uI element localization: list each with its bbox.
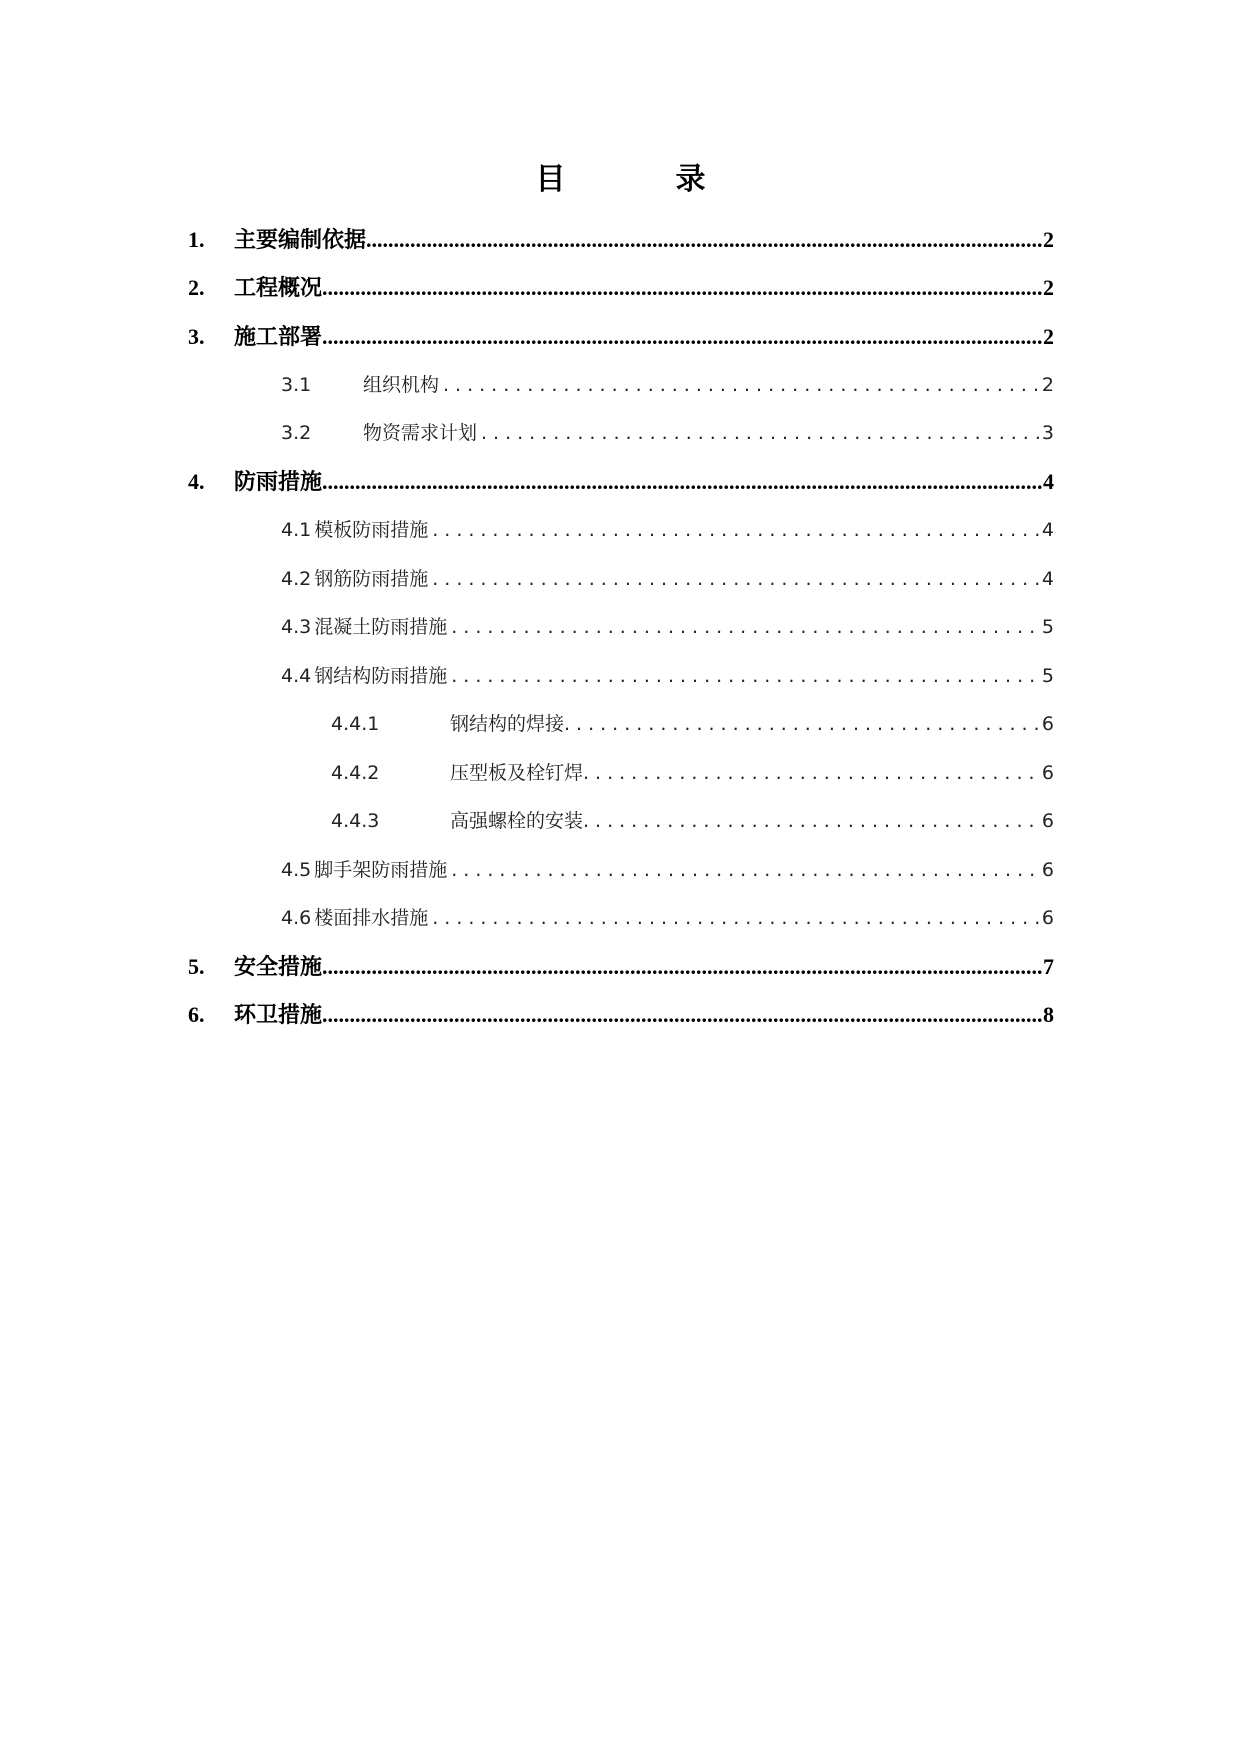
- toc-leader-dots: [447, 661, 1042, 691]
- toc-entry-page: 5: [1041, 665, 1054, 687]
- toc-entry-page: 4: [1041, 568, 1054, 590]
- toc-entry-4[interactable]: [188, 467, 1054, 497]
- toc-entry-page: 2: [1043, 227, 1054, 252]
- toc-entry-3[interactable]: [188, 322, 1054, 352]
- toc-entry-page: 5: [1041, 616, 1054, 638]
- toc-entry-label: 脚手架防雨措施: [314, 859, 448, 881]
- toc-entry-4-6[interactable]: [281, 903, 1054, 933]
- toc-entry-label: 钢结构防雨措施: [314, 665, 448, 687]
- toc-entry-label: 主要编制依据: [234, 228, 367, 253]
- toc-leader-dots: [322, 467, 1043, 497]
- toc-entry-label: 钢结构的焊接: [450, 713, 565, 735]
- toc-entry-4-4[interactable]: [281, 661, 1054, 691]
- toc-leader-dots: [447, 855, 1042, 885]
- toc-entry-number: 4.4.2: [331, 762, 380, 784]
- toc-entry-4-3[interactable]: [281, 612, 1054, 642]
- toc-entry-page: 3: [1041, 422, 1054, 444]
- toc-entry-number: 5.: [188, 954, 205, 979]
- toc-leader-dots: [428, 515, 1042, 545]
- toc-leader-dots: [439, 370, 1042, 400]
- toc-entry-number: 3.: [188, 324, 205, 349]
- toc-entry-number: 4.4.1: [331, 713, 380, 735]
- toc-entry-number: 4.5: [281, 859, 312, 881]
- toc-entry-page: 6: [1041, 762, 1054, 784]
- toc-entry-4-4-2[interactable]: [331, 758, 1054, 788]
- toc-entry-label: 压型板及栓钉焊: [450, 762, 584, 784]
- toc-entry-number: 2.: [188, 275, 205, 300]
- toc-entry-label: 楼面排水措施: [314, 907, 429, 929]
- toc-entry-3-2[interactable]: [281, 418, 1054, 448]
- toc-entry-1[interactable]: [188, 225, 1054, 255]
- toc-leader-dots: [428, 564, 1042, 594]
- toc-leader-dots: [428, 903, 1042, 933]
- toc-entry-page: 4: [1041, 519, 1054, 541]
- toc-entry-label: 施工部署: [234, 325, 323, 350]
- toc-entry-label: 工程概况: [234, 276, 323, 301]
- toc-entry-label: 防雨措施: [234, 470, 323, 495]
- toc-entry-4-4-1[interactable]: [331, 709, 1054, 739]
- toc-entry-2[interactable]: [188, 273, 1054, 303]
- toc-entry-page: 6: [1041, 713, 1054, 735]
- toc-entry-4-4-3[interactable]: [331, 806, 1054, 836]
- toc-entry-6[interactable]: [188, 1000, 1054, 1030]
- toc-entry-page: 4: [1043, 469, 1054, 494]
- toc-entry-page: 2: [1043, 324, 1054, 349]
- toc-entry-4-1[interactable]: [281, 515, 1054, 545]
- toc-entry-page: 2: [1041, 374, 1054, 396]
- toc-entry-3-1[interactable]: [281, 370, 1054, 400]
- toc-leader-dots: [447, 612, 1042, 642]
- toc-entry-number: 1.: [188, 227, 205, 252]
- toc-entry-page: 6: [1041, 907, 1054, 929]
- toc-entry-number: 4.4: [281, 665, 312, 687]
- toc-leader-dots: [322, 322, 1043, 352]
- toc-entry-number: 4.3: [281, 616, 312, 638]
- toc-entry-page: 8: [1043, 1002, 1054, 1027]
- toc-leader-dots: [477, 418, 1042, 448]
- toc-entry-label: 组织机构: [363, 374, 440, 396]
- toc-entry-number: 4.6: [281, 907, 312, 929]
- toc-entry-number: 4.1: [281, 519, 312, 541]
- toc-entry-4-2[interactable]: [281, 564, 1054, 594]
- toc-entry-number: 3.1: [281, 374, 312, 396]
- toc-leader-dots: [564, 709, 1042, 739]
- toc-leader-dots: [322, 952, 1043, 982]
- toc-entry-page: 7: [1043, 954, 1054, 979]
- toc-entry-page: 6: [1041, 810, 1054, 832]
- toc-entry-number: 3.2: [281, 422, 312, 444]
- toc-entry-number: 6.: [188, 1002, 205, 1027]
- toc-leader-dots: [322, 273, 1043, 303]
- toc-leader-dots: [583, 806, 1042, 836]
- toc-entry-label: 钢筋防雨措施: [314, 568, 429, 590]
- toc-entry-4-5[interactable]: [281, 855, 1054, 885]
- toc-entry-5[interactable]: [188, 952, 1054, 982]
- toc-entry-page: 2: [1043, 275, 1054, 300]
- toc-leader-dots: [322, 1000, 1043, 1030]
- toc-entry-label: 高强螺栓的安装: [450, 810, 584, 832]
- toc-leader-dots: [366, 225, 1043, 255]
- toc-entry-label: 物资需求计划: [363, 422, 478, 444]
- toc-entry-label: 安全措施: [234, 955, 323, 980]
- toc-entry-number: 4.2: [281, 568, 312, 590]
- toc-entry-number: 4.: [188, 469, 205, 494]
- toc-entry-page: 6: [1041, 859, 1054, 881]
- toc-leader-dots: [583, 758, 1042, 788]
- page-title: 目 录: [535, 162, 746, 197]
- toc-entry-number: 4.4.3: [331, 810, 380, 832]
- toc-entry-label: 模板防雨措施: [314, 519, 429, 541]
- toc-entry-label: 环卫措施: [234, 1003, 323, 1028]
- toc-entry-label: 混凝土防雨措施: [314, 616, 448, 638]
